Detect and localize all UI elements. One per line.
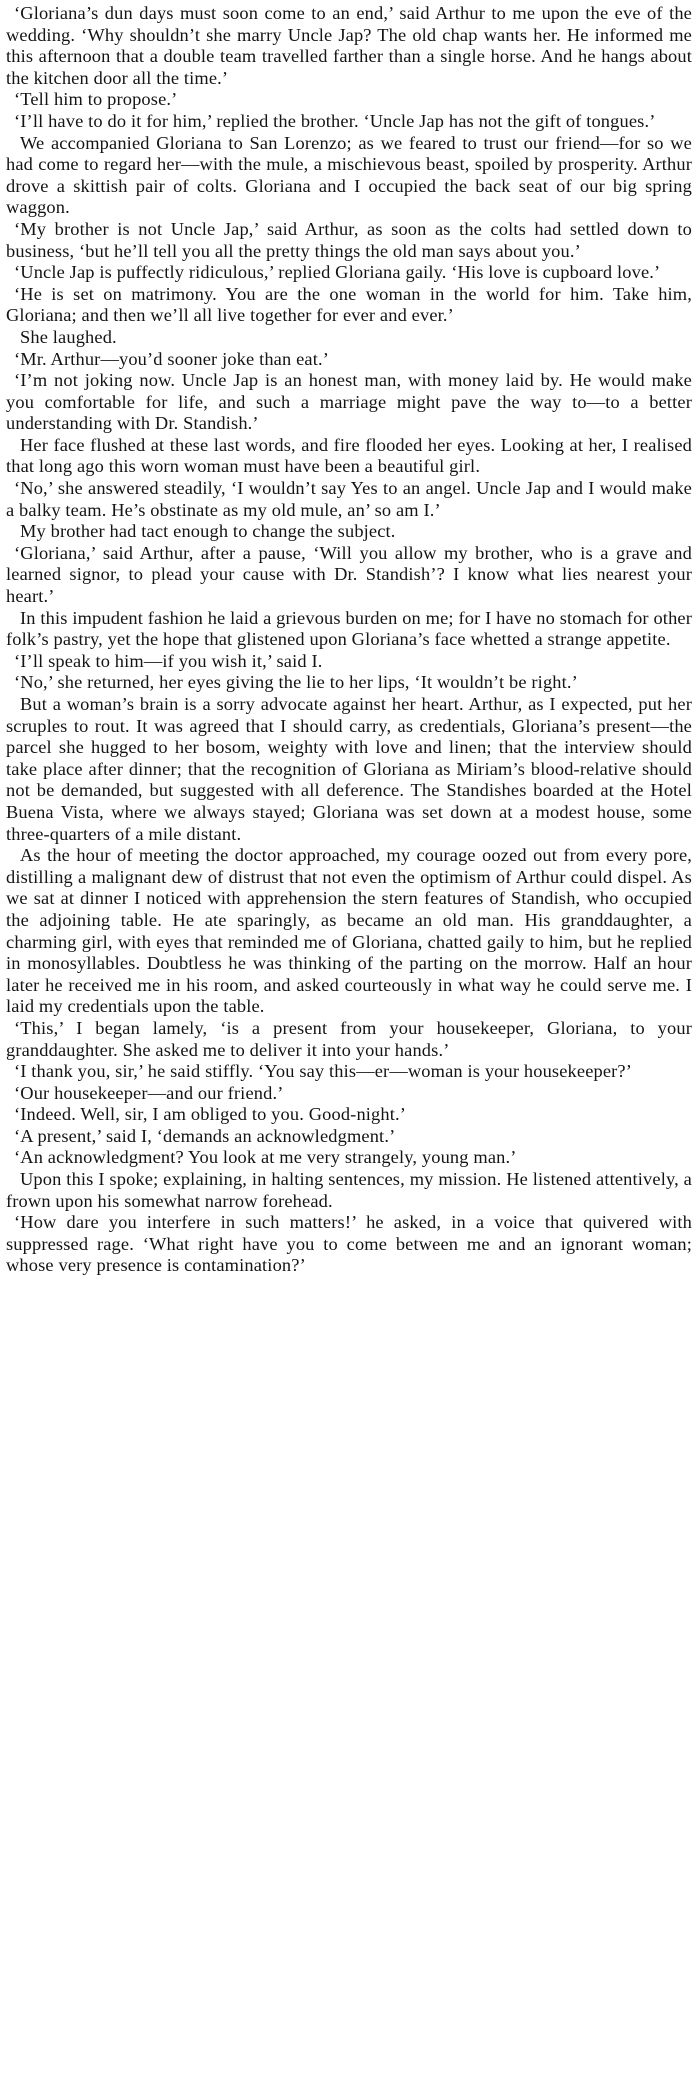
paragraph: ‘Our housekeeper—and our friend.’ [14,1082,284,1103]
paragraph: ‘Indeed. Well, sir, I am obliged to you. Good-night.’ [14,1104,407,1125]
paragraph: ‘I’ll have to do it for him,’ replied the brother. ‘Uncle Jap has not the gift of tongues.’ [14,110,656,131]
paragraph: ‘My brother is not Uncle Jap,’ said Arthur, as soon as the colts had settled down to business, ‘but he’ll tell you all the pretty things the old man says about you.’ [6,218,692,261]
paragraph: ‘I’m not joking now. Uncle Jap is an honest man, with money laid by. He would make you comfortable for life, and such a marriage might pave the way to—to a better understanding with Dr. Standish.’ [6,370,692,434]
paragraph: ‘I’ll speak to him—if you wish it,’ said I. [14,650,323,671]
paragraph: We accompanied Gloriana to San Lorenzo; as we feared to trust our friend—for so we had come to regard her—with the mule, a mischievous beast, spoiled by prosperity. Arthur drove a skittish pair of colts. Gloriana and I occupied the back seat of our big spring waggon. [6,132,692,218]
paragraph: ‘An acknowledgment? You look at me very strangely, young man.’ [14,1147,517,1168]
paragraph: Upon this I spoke; explaining, in halting sentences, my mission. He listened attentively, a frown upon his somewhat narrow forehead. [6,1169,692,1211]
paragraph: ‘He is set on matrimony. You are the one woman in the world for him. Take him, Gloriana; and then we’ll all live together for ever and ever.’ [6,283,692,326]
paragraph: ‘Uncle Jap is puffectly ridiculous,’ replied Gloriana gaily. ‘His love is cupboard love.’ [14,262,661,283]
paragraph: She laughed. [20,326,117,347]
paragraph: In this impudent fashion he laid a grievous burden on me; for I have no stomach for other folk’s pastry, yet the hope that glistened upon Gloriana’s face whetted a strange appetite. [6,607,692,650]
paragraph: ‘This,’ I began lamely, ‘is a present from your housekeeper, Gloriana, to your granddaughter. She asked me to deliver it into your hands.’ [6,1017,692,1060]
paragraph: ‘No,’ she answered steadily, ‘I wouldn’t say Yes to an angel. Uncle Jap and I would make a balky team. He’s obstinate as my old mule, an’ so am I.’ [6,478,692,520]
paragraph: As the hour of meeting the doctor approached, my courage oozed out from every pore, distilling a malignant dew of distrust that not even the optimism of Arthur could dispel. As we sat at dinner I noticed with apprehension the stern features of Standish, who occupied the adjoining table. He ate sparingly, as became an old man. His granddaughter, a charming girl, with eyes that reminded me of Gloriana, chatted gaily to him, but he replied in monosyllables. Doubtless he was thinking of the parting on the morrow. Half an hour later he received me in his room, and asked courteously in what way he could serve me. I laid my credentials upon the table. [6,845,692,1017]
paragraph: But a woman’s brain is a sorry advocate against her heart. Arthur, as I expected, put her scruples to rout. It was agreed that I should carry, as credentials, Gloriana’s present—the parcel she hugged to her bosom, weighty with love and linen; that the interview should take place after dinner; that the recognition of Gloriana as Miriam’s blood-relative should not be demanded, but suggested with all deference. The Standishes boarded at the Hotel Buena Vista, where we always stayed; Gloriana was set down at a modest house, some three-quarters of a mile distant. [6,694,692,844]
paragraph: ‘Tell him to propose.’ [14,89,178,110]
paragraph: ‘Mr. Arthur—you’d sooner joke than eat.’ [14,348,329,369]
paragraph: ‘How dare you interfere in such matters!’ he asked, in a voice that quivered with suppressed rage. ‘What right have you to come between me and an ignorant woman; whose very presence is contamination?’ [6,1212,692,1276]
paragraph: ‘I thank you, sir,’ he said stiffly. ‘You say this—er—woman is your housekeeper?’ [14,1061,633,1082]
paragraph: My brother had tact enough to change the subject. [20,521,396,542]
paragraph: ‘Gloriana,’ said Arthur, after a pause, ‘Will you allow my brother, who is a grave and learned signor, to plead your cause with Dr. Standish’? I know what lies nearest your heart.’ [6,542,692,607]
paragraph: ‘No,’ she returned, her eyes giving the lie to her lips, ‘It wouldn’t be right.’ [14,672,578,693]
paragraph: ‘A present,’ said I, ‘demands an acknowledgment.’ [14,1125,396,1146]
paragraph: ‘Gloriana’s dun days must soon come to an end,’ said Arthur to me upon the eve of the wedding. ‘Why shouldn’t she marry Uncle Jap? The old chap wants her. He informed me this afternoon that a double team travelled farther than a single horse. And he hangs about the kitchen door all the time.’ [6,3,692,88]
paragraph: Her face flushed at these last words, and fire flooded her eyes. Looking at her, I realised that long ago this worn woman must have been a beautiful girl. [6,434,692,477]
